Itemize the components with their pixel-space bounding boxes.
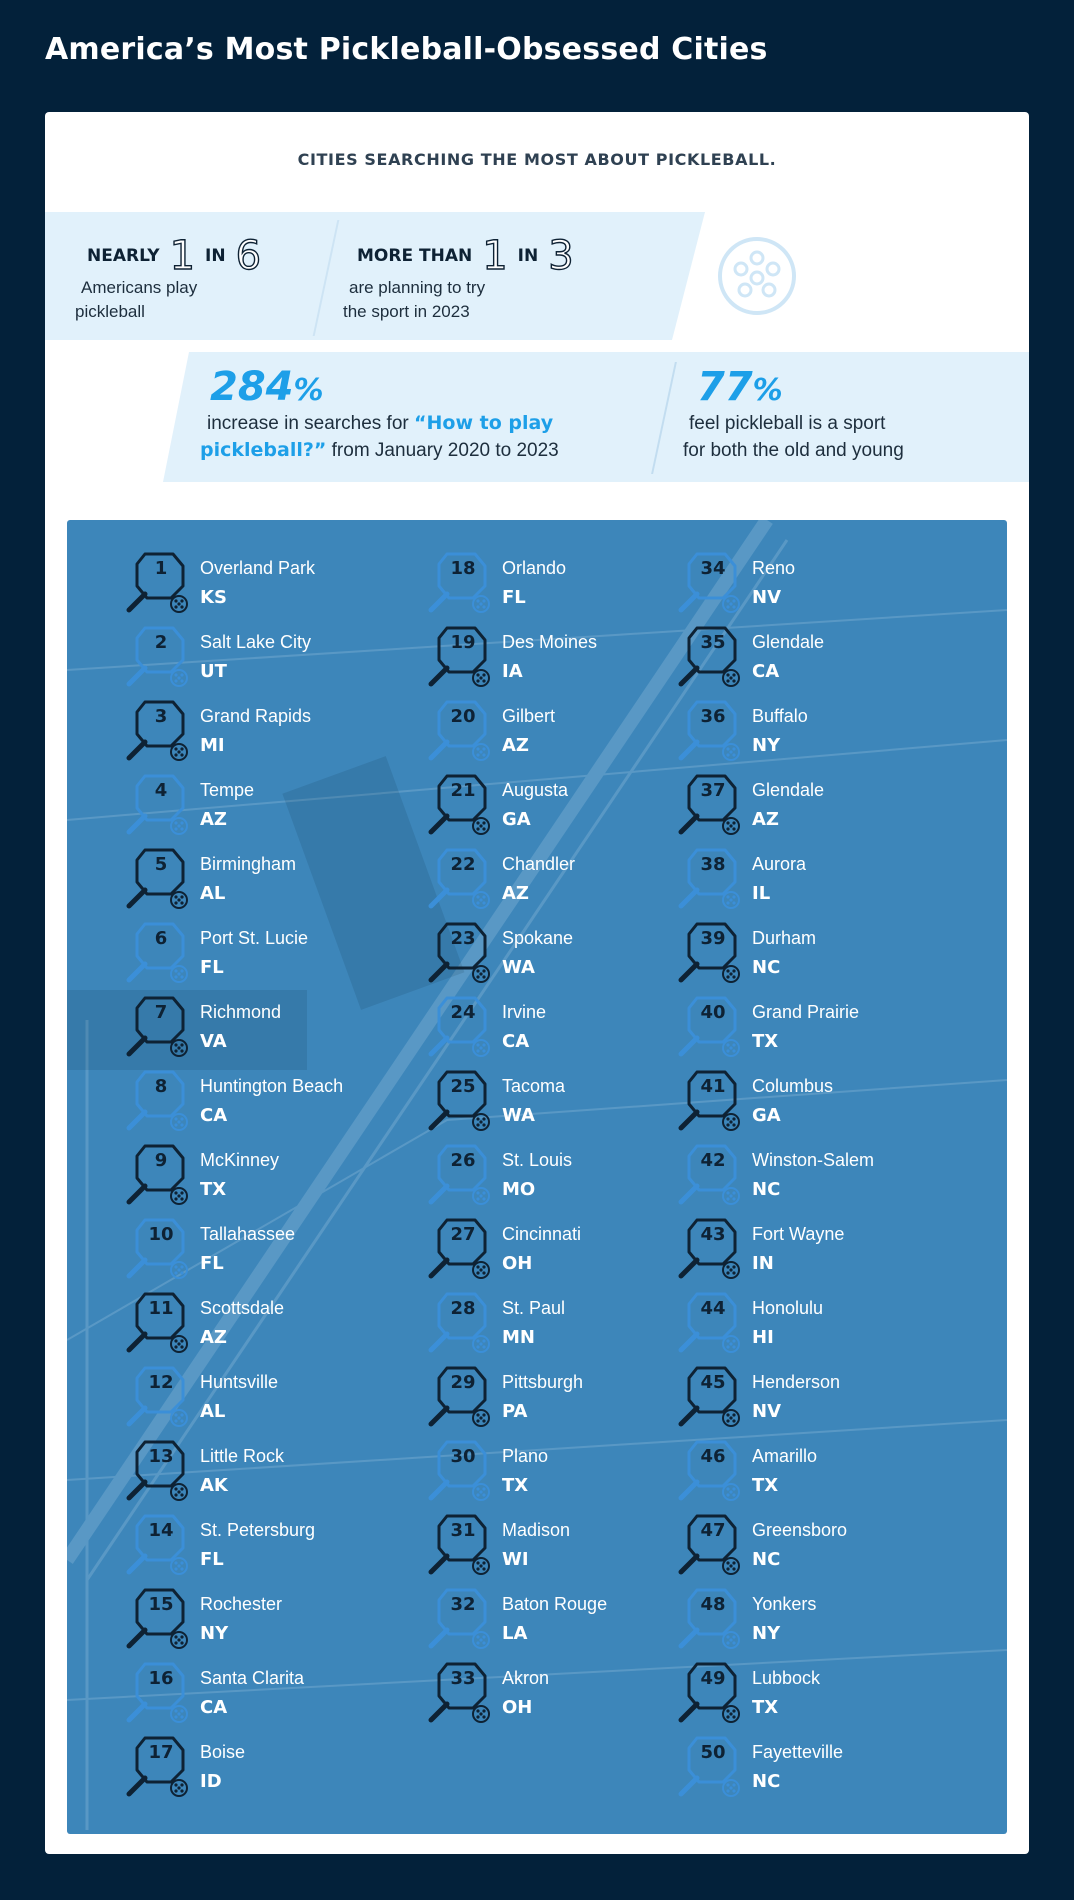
state-code: AZ bbox=[502, 883, 529, 904]
stat-number: 1 bbox=[169, 233, 196, 279]
state-code: NC bbox=[752, 1771, 781, 1792]
rank-number: 12 bbox=[148, 1372, 174, 1393]
ranking-entry bbox=[123, 1658, 403, 1728]
city-name: Lubbock bbox=[752, 1668, 821, 1688]
city-name: St. Paul bbox=[502, 1298, 566, 1318]
rank-number: 14 bbox=[148, 1520, 174, 1541]
stat-line: pickleball bbox=[75, 302, 145, 321]
ranking-entry bbox=[675, 1066, 955, 1136]
ranking-entry bbox=[123, 1214, 403, 1284]
ranking-entry bbox=[425, 1436, 705, 1506]
rank-number: 8 bbox=[154, 1076, 168, 1097]
city-name: Rochester bbox=[200, 1594, 283, 1614]
state-code: PA bbox=[502, 1401, 528, 1422]
stat-line: from January 2020 to 2023 bbox=[326, 440, 559, 461]
stat-number: 6 bbox=[235, 233, 262, 279]
city-name: Greensboro bbox=[752, 1520, 848, 1540]
state-code: MN bbox=[502, 1327, 535, 1348]
city-name: Amarillo bbox=[752, 1446, 818, 1466]
state-code: FL bbox=[502, 587, 526, 608]
ranking-entry bbox=[675, 696, 955, 766]
state-code: CA bbox=[200, 1697, 228, 1718]
stat-line: for both the old and young bbox=[683, 440, 904, 461]
ranking-entry bbox=[425, 1658, 705, 1728]
ranking-entry bbox=[675, 1436, 955, 1506]
rank-number: 22 bbox=[450, 854, 476, 875]
city-name: Akron bbox=[502, 1668, 550, 1688]
rank-number: 15 bbox=[148, 1594, 174, 1615]
city-name: Des Moines bbox=[502, 632, 598, 652]
stat-feel-text bbox=[683, 410, 904, 464]
ranking-entry bbox=[425, 1066, 705, 1136]
city-name: Tacoma bbox=[502, 1076, 566, 1096]
ranking-entry bbox=[123, 1288, 403, 1358]
ranking-entry bbox=[425, 1140, 705, 1210]
state-code: NC bbox=[752, 957, 781, 978]
city-name: Overland Park bbox=[200, 558, 316, 578]
state-code: KS bbox=[200, 587, 227, 608]
city-name: Yonkers bbox=[752, 1594, 817, 1614]
stat-line: feel pickleball is a sport bbox=[689, 413, 886, 434]
rank-number: 10 bbox=[148, 1224, 174, 1245]
ranking-entry bbox=[675, 1658, 955, 1728]
state-code: IA bbox=[502, 661, 523, 682]
state-code: HI bbox=[752, 1327, 774, 1348]
section-subtitle: CITIES SEARCHING THE MOST ABOUT PICKLEBALL. bbox=[297, 150, 777, 169]
stat-more-heading bbox=[357, 233, 574, 279]
rank-number: 30 bbox=[450, 1446, 476, 1467]
city-name: Tallahassee bbox=[200, 1224, 296, 1244]
rank-number: 5 bbox=[154, 854, 168, 875]
state-code: FL bbox=[200, 1549, 224, 1570]
ranking-entry bbox=[123, 918, 403, 988]
ranking-entry bbox=[675, 770, 955, 840]
pickleball-icon bbox=[717, 236, 797, 316]
rank-number: 45 bbox=[700, 1372, 726, 1393]
ranking-entry bbox=[675, 1584, 955, 1654]
state-code: TX bbox=[752, 1697, 779, 1718]
rank-number: 28 bbox=[450, 1298, 476, 1319]
page-title: America’s Most Pickleball-Obsessed Cities bbox=[45, 32, 768, 67]
ranking-entry bbox=[123, 770, 403, 840]
stat-line: increase in searches for bbox=[207, 413, 414, 434]
rank-number: 16 bbox=[148, 1668, 174, 1689]
rank-number: 33 bbox=[450, 1668, 476, 1689]
ranking-entry bbox=[675, 1214, 955, 1284]
state-code: TX bbox=[200, 1179, 227, 1200]
stat-nearly-heading bbox=[87, 233, 262, 279]
city-name: Salt Lake City bbox=[200, 632, 312, 652]
city-name: Port St. Lucie bbox=[200, 928, 309, 948]
ranking-entry bbox=[425, 696, 705, 766]
state-code: NY bbox=[752, 735, 781, 756]
city-name: St. Louis bbox=[502, 1150, 573, 1170]
rank-number: 26 bbox=[450, 1150, 476, 1171]
state-code: AZ bbox=[502, 735, 529, 756]
state-code: NV bbox=[752, 1401, 781, 1422]
city-name: Tempe bbox=[200, 780, 255, 800]
ranking-entry bbox=[675, 1140, 955, 1210]
ranking-entry bbox=[425, 1214, 705, 1284]
ranking-entry bbox=[123, 1732, 403, 1802]
rank-number: 40 bbox=[700, 1002, 726, 1023]
stat-feel-value bbox=[697, 364, 783, 410]
stat-searches-value bbox=[210, 364, 324, 410]
rank-number: 39 bbox=[700, 928, 726, 949]
rank-number: 48 bbox=[700, 1594, 726, 1615]
rank-number: 42 bbox=[700, 1150, 726, 1171]
ranking-entry bbox=[675, 1288, 955, 1358]
rank-number: 2 bbox=[154, 632, 168, 653]
state-code: WA bbox=[502, 957, 535, 978]
state-code: AK bbox=[200, 1475, 228, 1496]
city-name: Fayetteville bbox=[752, 1742, 844, 1762]
city-name: Chandler bbox=[502, 854, 576, 874]
rank-number: 35 bbox=[700, 632, 726, 653]
city-name: Columbus bbox=[752, 1076, 834, 1096]
rank-number: 4 bbox=[154, 780, 168, 801]
state-code: FL bbox=[200, 1253, 224, 1274]
city-name: Spokane bbox=[502, 928, 574, 948]
city-name: St. Petersburg bbox=[200, 1520, 316, 1540]
stat-highlight: “How to play bbox=[414, 412, 554, 434]
state-code: TX bbox=[752, 1475, 779, 1496]
city-name: Durham bbox=[752, 928, 817, 948]
city-name: Birmingham bbox=[200, 854, 297, 874]
rank-number: 7 bbox=[154, 1002, 168, 1023]
ranking-entry bbox=[123, 1362, 403, 1432]
city-name: Grand Rapids bbox=[200, 706, 312, 726]
rank-number: 49 bbox=[700, 1668, 726, 1689]
rank-number: 25 bbox=[450, 1076, 476, 1097]
ranking-entry bbox=[675, 844, 955, 914]
rank-number: 34 bbox=[700, 558, 726, 579]
ranking-entry bbox=[425, 1584, 705, 1654]
city-name: Plano bbox=[502, 1446, 549, 1466]
state-code: NY bbox=[200, 1623, 229, 1644]
city-name: Henderson bbox=[752, 1372, 841, 1392]
state-code: CA bbox=[752, 661, 780, 682]
rank-number: 21 bbox=[450, 780, 476, 801]
rank-number: 50 bbox=[700, 1742, 726, 1763]
city-name: Honolulu bbox=[752, 1298, 824, 1318]
state-code: AZ bbox=[200, 1327, 227, 1348]
state-code: NC bbox=[752, 1549, 781, 1570]
stat-value: 77 bbox=[697, 364, 753, 410]
stat-highlight: pickleball?” bbox=[200, 439, 327, 461]
ranking-entry bbox=[675, 918, 955, 988]
state-code: AL bbox=[200, 883, 226, 904]
ranking-entry bbox=[425, 918, 705, 988]
ranking-entry bbox=[123, 844, 403, 914]
ranking-entry bbox=[425, 548, 705, 618]
city-name: Scottsdale bbox=[200, 1298, 285, 1318]
rank-number: 47 bbox=[700, 1520, 726, 1541]
rank-number: 43 bbox=[700, 1224, 726, 1245]
stat-prefix: MORE THAN bbox=[357, 246, 473, 266]
ranking-entry bbox=[425, 1288, 705, 1358]
state-code: AL bbox=[200, 1401, 226, 1422]
stat-prefix: NEARLY bbox=[87, 246, 160, 266]
state-code: GA bbox=[502, 809, 531, 830]
rank-number: 3 bbox=[154, 706, 168, 727]
ranking-entry bbox=[675, 548, 955, 618]
ranking-entry bbox=[123, 1510, 403, 1580]
stat-number: 3 bbox=[548, 233, 574, 279]
state-code: LA bbox=[502, 1623, 528, 1644]
city-name: Winston-Salem bbox=[752, 1150, 875, 1170]
state-code: VA bbox=[200, 1031, 227, 1052]
stat-unit: % bbox=[293, 373, 324, 408]
stat-line: the sport in 2023 bbox=[343, 302, 470, 321]
city-name: Gilbert bbox=[502, 706, 556, 726]
rank-number: 41 bbox=[700, 1076, 726, 1097]
stat-value: 284 bbox=[210, 364, 294, 410]
city-name: Reno bbox=[752, 558, 796, 578]
rank-number: 31 bbox=[450, 1520, 476, 1541]
rank-number: 32 bbox=[450, 1594, 476, 1615]
state-code: IN bbox=[752, 1253, 774, 1274]
rank-number: 18 bbox=[450, 558, 476, 579]
rank-number: 36 bbox=[700, 706, 726, 727]
ranking-entry bbox=[675, 1732, 955, 1802]
city-name: Madison bbox=[502, 1520, 571, 1540]
stat-more-text bbox=[343, 276, 485, 324]
ranking-entry bbox=[675, 992, 955, 1062]
ranking-entry bbox=[425, 1510, 705, 1580]
city-name: Richmond bbox=[200, 1002, 282, 1022]
rank-number: 11 bbox=[148, 1298, 174, 1319]
state-code: ID bbox=[200, 1771, 222, 1792]
stat-in: IN bbox=[517, 246, 539, 266]
state-code: IL bbox=[752, 883, 771, 904]
rank-number: 44 bbox=[700, 1298, 726, 1319]
ranking-entry bbox=[123, 696, 403, 766]
state-code: OH bbox=[502, 1697, 533, 1718]
state-code: FL bbox=[200, 957, 224, 978]
city-name: McKinney bbox=[200, 1150, 280, 1170]
city-name: Augusta bbox=[502, 780, 569, 800]
rank-number: 37 bbox=[700, 780, 726, 801]
state-code: AZ bbox=[752, 809, 779, 830]
ranking-entry bbox=[123, 1436, 403, 1506]
state-code: NV bbox=[752, 587, 781, 608]
rank-number: 20 bbox=[450, 706, 476, 727]
ranking-entry bbox=[425, 622, 705, 692]
city-name: Grand Prairie bbox=[752, 1002, 860, 1022]
ranking-entry bbox=[675, 622, 955, 692]
state-code: UT bbox=[200, 661, 227, 682]
rank-number: 29 bbox=[450, 1372, 476, 1393]
city-name: Santa Clarita bbox=[200, 1668, 305, 1688]
rank-number: 38 bbox=[700, 854, 726, 875]
ranking-entry bbox=[123, 548, 403, 618]
state-code: NC bbox=[752, 1179, 781, 1200]
stat-line: are planning to try bbox=[349, 278, 486, 297]
state-code: AZ bbox=[200, 809, 227, 830]
ranking-entry bbox=[123, 622, 403, 692]
state-code: MO bbox=[502, 1179, 536, 1200]
stat-unit: % bbox=[752, 373, 783, 408]
infographic-card bbox=[45, 112, 1029, 1854]
city-name: Fort Wayne bbox=[752, 1224, 845, 1244]
stat-in: IN bbox=[205, 246, 226, 266]
rank-number: 1 bbox=[154, 558, 168, 579]
city-name: Glendale bbox=[752, 780, 825, 800]
state-code: CA bbox=[200, 1105, 228, 1126]
city-name: Buffalo bbox=[752, 706, 808, 726]
ranking-entry bbox=[123, 1066, 403, 1136]
stat-nearly-text bbox=[75, 276, 197, 324]
ranking-entry bbox=[425, 844, 705, 914]
state-code: TX bbox=[502, 1475, 529, 1496]
stat-searches-text bbox=[200, 410, 559, 464]
state-code: WA bbox=[502, 1105, 535, 1126]
rankings-panel bbox=[67, 520, 1007, 1834]
state-code: MI bbox=[200, 735, 225, 756]
ranking-entry bbox=[123, 1140, 403, 1210]
state-code: NY bbox=[752, 1623, 781, 1644]
city-name: Boise bbox=[200, 1742, 246, 1762]
city-name: Huntsville bbox=[200, 1372, 279, 1392]
city-name: Cincinnati bbox=[502, 1224, 582, 1244]
state-code: TX bbox=[752, 1031, 779, 1052]
rank-number: 27 bbox=[450, 1224, 476, 1245]
city-name: Little Rock bbox=[200, 1446, 285, 1466]
state-code: GA bbox=[752, 1105, 781, 1126]
ranking-entry bbox=[425, 992, 705, 1062]
city-name: Baton Rouge bbox=[502, 1594, 608, 1614]
rank-number: 17 bbox=[148, 1742, 174, 1763]
ranking-entry bbox=[675, 1362, 955, 1432]
ranking-entry bbox=[123, 1584, 403, 1654]
rank-number: 6 bbox=[154, 928, 168, 949]
rank-number: 23 bbox=[450, 928, 476, 949]
rank-number: 46 bbox=[700, 1446, 726, 1467]
city-name: Pittsburgh bbox=[502, 1372, 584, 1392]
ranking-entry bbox=[425, 770, 705, 840]
rank-number: 13 bbox=[148, 1446, 174, 1467]
city-name: Glendale bbox=[752, 632, 825, 652]
state-code: CA bbox=[502, 1031, 530, 1052]
stat-number: 1 bbox=[482, 233, 508, 279]
ranking-entry bbox=[123, 992, 403, 1062]
stat-line: Americans play bbox=[81, 278, 198, 297]
state-code: OH bbox=[502, 1253, 533, 1274]
city-name: Irvine bbox=[502, 1002, 547, 1022]
rank-number: 9 bbox=[154, 1150, 168, 1171]
rank-number: 19 bbox=[450, 632, 476, 653]
rank-number: 24 bbox=[450, 1002, 476, 1023]
city-name: Orlando bbox=[502, 558, 567, 578]
state-code: WI bbox=[502, 1549, 529, 1570]
city-name: Huntington Beach bbox=[200, 1076, 344, 1096]
city-name: Aurora bbox=[752, 854, 807, 874]
ranking-entry bbox=[425, 1362, 705, 1432]
ranking-entry bbox=[675, 1510, 955, 1580]
